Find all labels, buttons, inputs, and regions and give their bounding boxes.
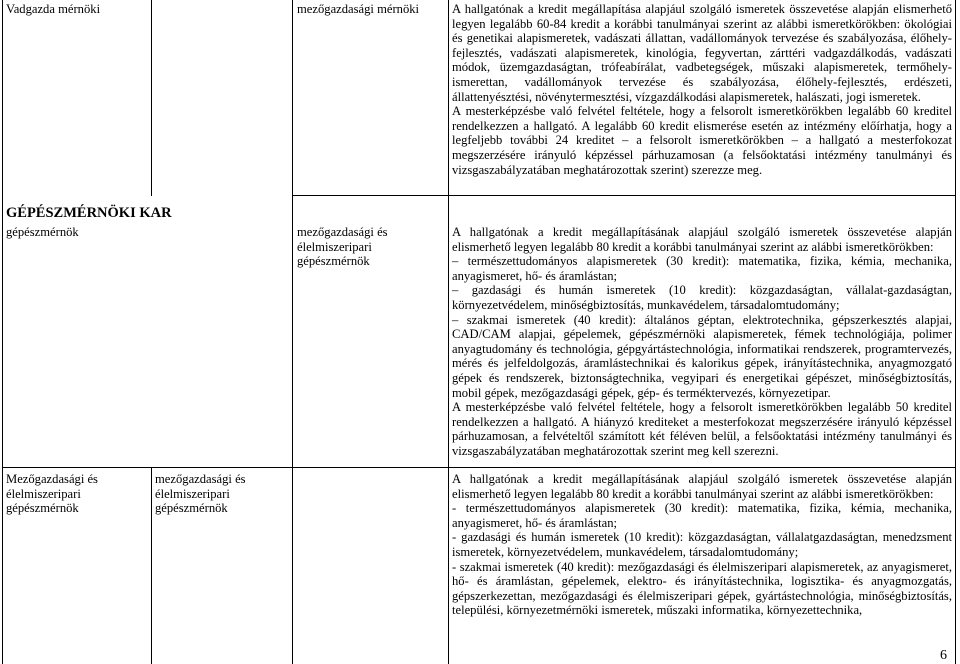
- requirements-paragraph: A mesterképzésbe való felvétel feltétele, hogy a felsorolt ismeretkörökben legalább 50 kreditel rendelkezzen a hallgató. A hiányzó krediteket a mesterfokozat megszerzésére irányuló képzéssel párhuzamosan, a felvételtől számított két féléven belül, a felsőoktatási intézmény tanulmányi és vizsgaszabályzatában meghatározottak szerint meg kell szerezni.: [452, 400, 952, 458]
- requirements-paragraph: A hallgatónak a kredit megállapításának alapjául szolgáló ismeretek összevetése alapján elismerhető legyen legalább 80 kredit a korábbi tanulmányai szerint az alábbi ismeretkörökben:: [452, 225, 952, 254]
- table-row-line-1: [292, 195, 956, 196]
- requirements-paragraph: A hallgatónak a kredit megállapítása alapjául szolgáló ismeretek összevetése alapján elismerhető legyen legalább 60-84 kredit a korábbi tanulmányai szerint az alábbi ismeretkörökben: ökológiai és genetikai alapismeretek, vadászati állattan, vadállományok tervezése és szabályozása, élőhely-fejlesztés, vadászati alapismeretek, kinológia, fegyvertan, zárttéri vadgazdálkodás, vadászati módok, üzemgazdaságtan, trófeabírálat, vadbetegségek, műszaki alapismeretek, termőhely-ismerettan, vadállományok tervezése és szabályozása, élőhely-fejlesztés, erdészeti, állattenyésztési, növénytermesztési, vízgazdálkodási alapismeretek, halászati, jogi ismeretek.: [452, 2, 952, 104]
- requirements-list-item: – gazdasági és humán ismeretek (10 kredit): közgazdaságtan, vállalat-gazdaságtan, környezetvédelem, minőségbiztosítás, munkavédelem, társadalomtudomány;: [452, 283, 952, 312]
- section-heading: GÉPÉSZMÉRNÖKI KAR: [6, 205, 172, 221]
- table-cell-requirements: [452, 225, 952, 459]
- requirements-list-item: - természettudományos alapismeretek (30 kredit): matematika, fizika, kémia, mechanika, anyagismeret, hő- és áramlástan;: [452, 501, 952, 530]
- table-cell-program-name: Mezőgazdasági és élelmiszeripari gépészmérnök: [6, 472, 98, 516]
- table-divider-col2: [292, 0, 293, 664]
- table-cell-program-name: Vadgazda mérnöki: [6, 2, 101, 16]
- table-cell-source-program: mezőgazdasági és élelmiszeripari gépészmérnök: [155, 472, 246, 516]
- requirements-list-item: - szakmai ismeretek (40 kredit): mezőgazdasági és élelmiszeripari alapismeretek, az anyagismeret, hő- és áramlástan, gépelemek, elektro- és irányítástechnika, logisztika- és anyagmozgatás, gépszerkezettan, mezőgazdasági és élelmiszeripari gépek, gyártástechnológia, minőségbiztosítás, települési, környezetmérnöki ismeretek, műszaki informatika, környezettechnika,: [452, 559, 952, 618]
- table-divider-col1: [151, 0, 152, 196]
- table-divider-col3: [448, 0, 449, 664]
- table-cell-source-program: mezőgazdasági és élelmiszeripari gépészmérnök: [297, 225, 388, 269]
- requirements-paragraph: A hallgatónak a kredit megállapításának alapjául szolgáló ismeretek összevetése alapján elismerhető legyen legalább 80 kredit a korábbi tanulmányai szerint az alábbi ismeretkörökben:: [452, 472, 952, 501]
- requirements-list-item: - gazdasági és humán ismeretek (10 kredit): közgazdaságtan, vállalatgazdaságtan, menedzsment ismeretek, környezetvédelem, munkavédelem, társadalomtudomány;: [452, 530, 952, 559]
- page-number: 6: [940, 648, 947, 663]
- table-cell-source-program: mezőgazdasági mérnöki: [297, 2, 420, 16]
- table-cell-program-name: gépészmérnök: [6, 225, 79, 239]
- table-divider-col1-lower: [151, 468, 152, 664]
- requirements-list-item: – természettudományos alapismeretek (30 kredit): matematika, fizika, kémia, mechanika, anyagismeret, hő- és áramlástan;: [452, 254, 952, 283]
- requirements-paragraph: A mesterképzésbe való felvétel feltétele, hogy a felsorolt ismeretkörökben legalább 60 kreditel rendelkezzen a hallgató. A legalább 60 kredit elismerése esetén az intézmény előírhatja, hogy a legfeljebb további 24 kreditet – a felsorolt ismeretkörökben – a hallgató a mesterfokozat megszerzésére irányuló képzéssel párhuzamosan (a felsőoktatási intézmény tanulmányi és vizsgaszabályzatában meghatározottak szerint) szerezze meg.: [452, 104, 952, 177]
- table-cell-requirements: [452, 472, 952, 664]
- table-row-line-2: [2, 467, 956, 468]
- table-border-right: [955, 0, 956, 664]
- table-cell-requirements: [452, 2, 952, 177]
- table-border-left: [2, 0, 3, 664]
- requirements-list-item: – szakmai ismeretek (40 kredit): általános géptan, elektrotechnika, gépszerkesztés alapjai, CAD/CAM alapjai, gépelemek, gépészmérnöki alapismeretek, fémek technológiája, polimer anyagtudomány és technológia, gépgyártástechnológia, informatikai rendszerek, programtervezés, mérés és jelfeldolgozás, áramlástechnikai és kalorikus gépek, irányítástechnika, anyagmozgató gépek és rendszerek, biztonságtechnika, vegyipari és energetikai gépészet, minőségbiztosítás, mobil gépek, mezőgazdasági gépek, gép- és terméktervezés, környezetipar.: [452, 312, 952, 400]
